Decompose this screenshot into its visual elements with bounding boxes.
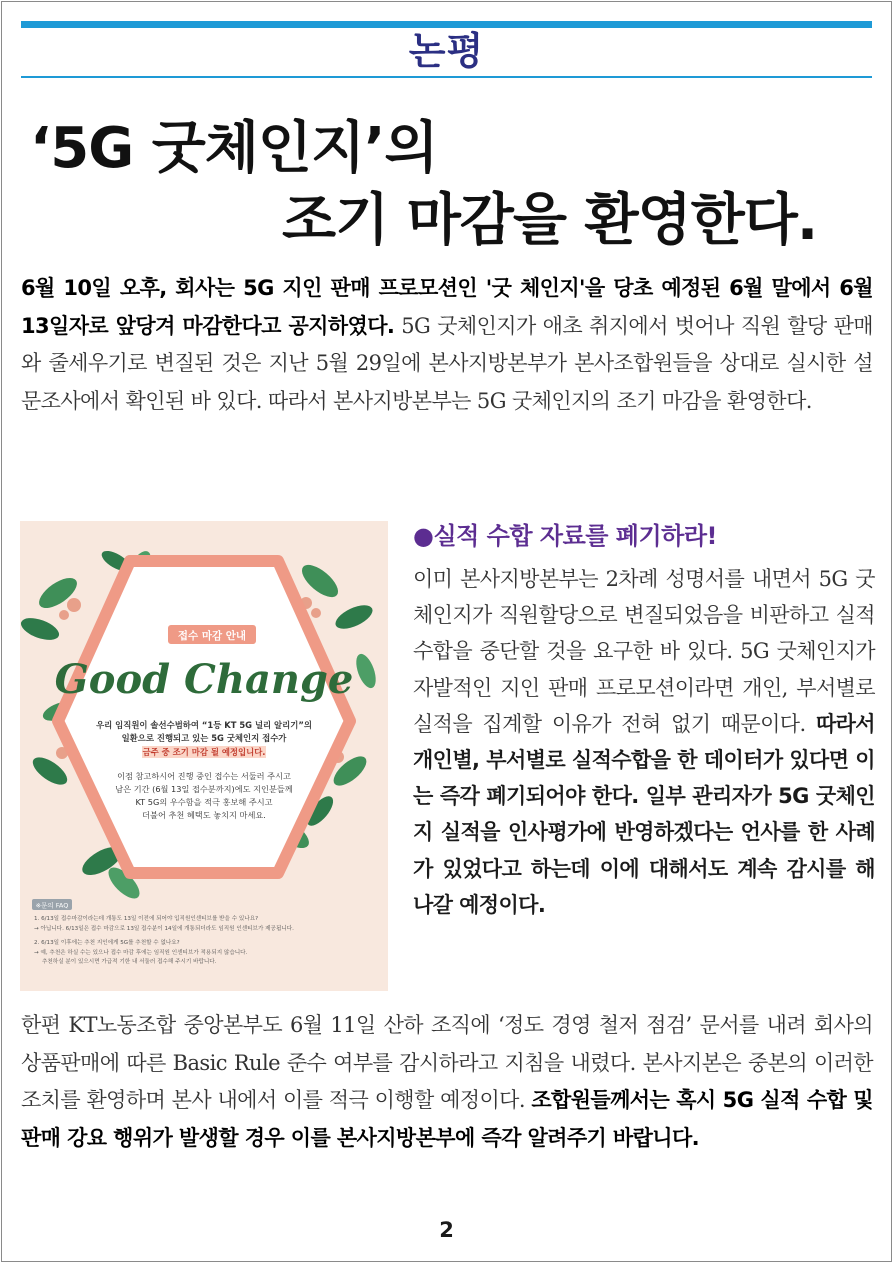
poster-line-2: 일환으로 진행되고 있는 5G 굿체인지 접수가	[121, 733, 287, 743]
poster-line-7: 더불어 추천 혜택도 놓치지 마세요.	[142, 810, 266, 820]
closing-paragraph	[21, 1007, 873, 1157]
poster-line-3-highlight: 금주 중 조기 마감 될 예정입니다.	[142, 747, 266, 757]
poster-faq-q2: 2. 6/13일 이후에는 추천 지인에게 5G를 추천할 수 없나요?	[34, 940, 180, 946]
section-rule	[21, 76, 872, 78]
poster-badge: 접수 마감 안내	[177, 630, 247, 642]
poster-faq-label: ※문의 FAQ	[35, 901, 69, 910]
poster-title: Good Change	[54, 656, 354, 703]
headline-line-1: ‘5G 굿체인지’의	[30, 116, 438, 181]
closing-bold-text: 조합원들께서는 혹시 5G 실적 수합 및 판매 강요 행위가 발생할 경우 이를 본사지방본부에 즉각 알려주기 바랍니다.	[21, 1088, 873, 1150]
poster-faq-a2-cont: 추천하실 분이 있으시면 가급적 기한 내 서둘러 접수해 주시기 바랍니다.	[42, 959, 217, 965]
subsection-paragraph	[413, 561, 875, 923]
poster-line-6: KT 5G의 우수함을 적극 홍보해 주시고	[135, 797, 273, 807]
poster-faq-q1: 1. 6/13일 접수마감이라는데 개통도 13일 이전에 되어야 입직원인센티브를 받을 수 있나요?	[34, 916, 259, 922]
good-change-poster	[20, 521, 388, 991]
subsection-bold-text: 따라서 개인별, 부서별로 실적수합을 한 데이터가 있다면 이는 즉각 폐기되어야 한다. 일부 관리자가 5G 굿체인지 실적을 인사평가에 반영하겠다는 언사를 한 사례가 있었다고 하는데 이에 대해서도 계속 감시를 해 나갈 예정이다.	[413, 711, 875, 917]
lead-paragraph	[21, 270, 873, 420]
poster-illustration	[20, 521, 388, 991]
poster-faq-a2: → 예, 추천은 하실 수는 있으나 접수 마감 후에는 임직원 인센티브가 적용되지 않습니다.	[34, 950, 248, 956]
subsection-regular-text: 이미 본사지방본부는 2차례 성명서를 내면서 5G 굿체인지가 직원할당으로 변질되었음을 비판하고 실적 수합을 중단할 것을 요구한 바 있다. 5G 굿체인지가 자발적인 지인 판매 프로모션이라면 개인, 부서별로 실적을 집계할 이유가 전혀 없기 때문이다.	[413, 567, 875, 736]
page-number: 2	[439, 1218, 454, 1242]
lead-bold-text: 6월 10일 오후, 회사는 5G 지인 판매 프로모션인 '굿 체인지'을 당초 예정된 6월 말에서 6월 13일자로 앞당겨 마감한다고 공지하였다.	[21, 276, 873, 338]
lead-regular-text: 5G 굿체인지가 애초 취지에서 벗어나 직원 할당 판매와 줄세우기로 변질된 것은 지난 5월 29일에 본사지방본부가 본사조합원들을 상대로 실시한 설문조사에서 확인된 바 있다. 따라서 본사지방본부는 5G 굿체인지의 조기 마감을 환영한다.	[21, 313, 873, 413]
poster-line-4: 이점 참고하시어 진행 중인 접수는 서둘러 주시고	[117, 771, 291, 781]
section-label: 논평	[408, 29, 485, 73]
poster-line-1: 우리 임직원이 솔선수범하여 “1등 KT 5G 널리 알리기”의	[96, 720, 312, 730]
poster-line-5: 남은 기간 (6월 13일 접수분까지)에도 지인분들께	[115, 784, 293, 794]
headline-line-2: 조기 마감을 환영한다.	[282, 188, 818, 253]
subsection-heading: ●실적 수합 자료를 폐기하라!	[413, 522, 717, 550]
closing-regular-text: 한편 KT노동조합 중앙본부도 6월 11일 산하 조직에 ‘정도 경영 철저 점검’ 문서를 내려 회사의 상품판매에 따른 Basic Rule 준수 여부를 감시하라고 지침을 내렸다. 본사지본은 중본의 이러한 조치를 환영하며 본사 내에서 이를 적극 이행할 예정이다.	[21, 1013, 873, 1112]
poster-faq-a1: → 아닙니다. 6/13일은 접수 마감으로 13일 접수분이 14일에 개통되더라도 임직원 인센티브가 제공됩니다.	[34, 926, 294, 932]
